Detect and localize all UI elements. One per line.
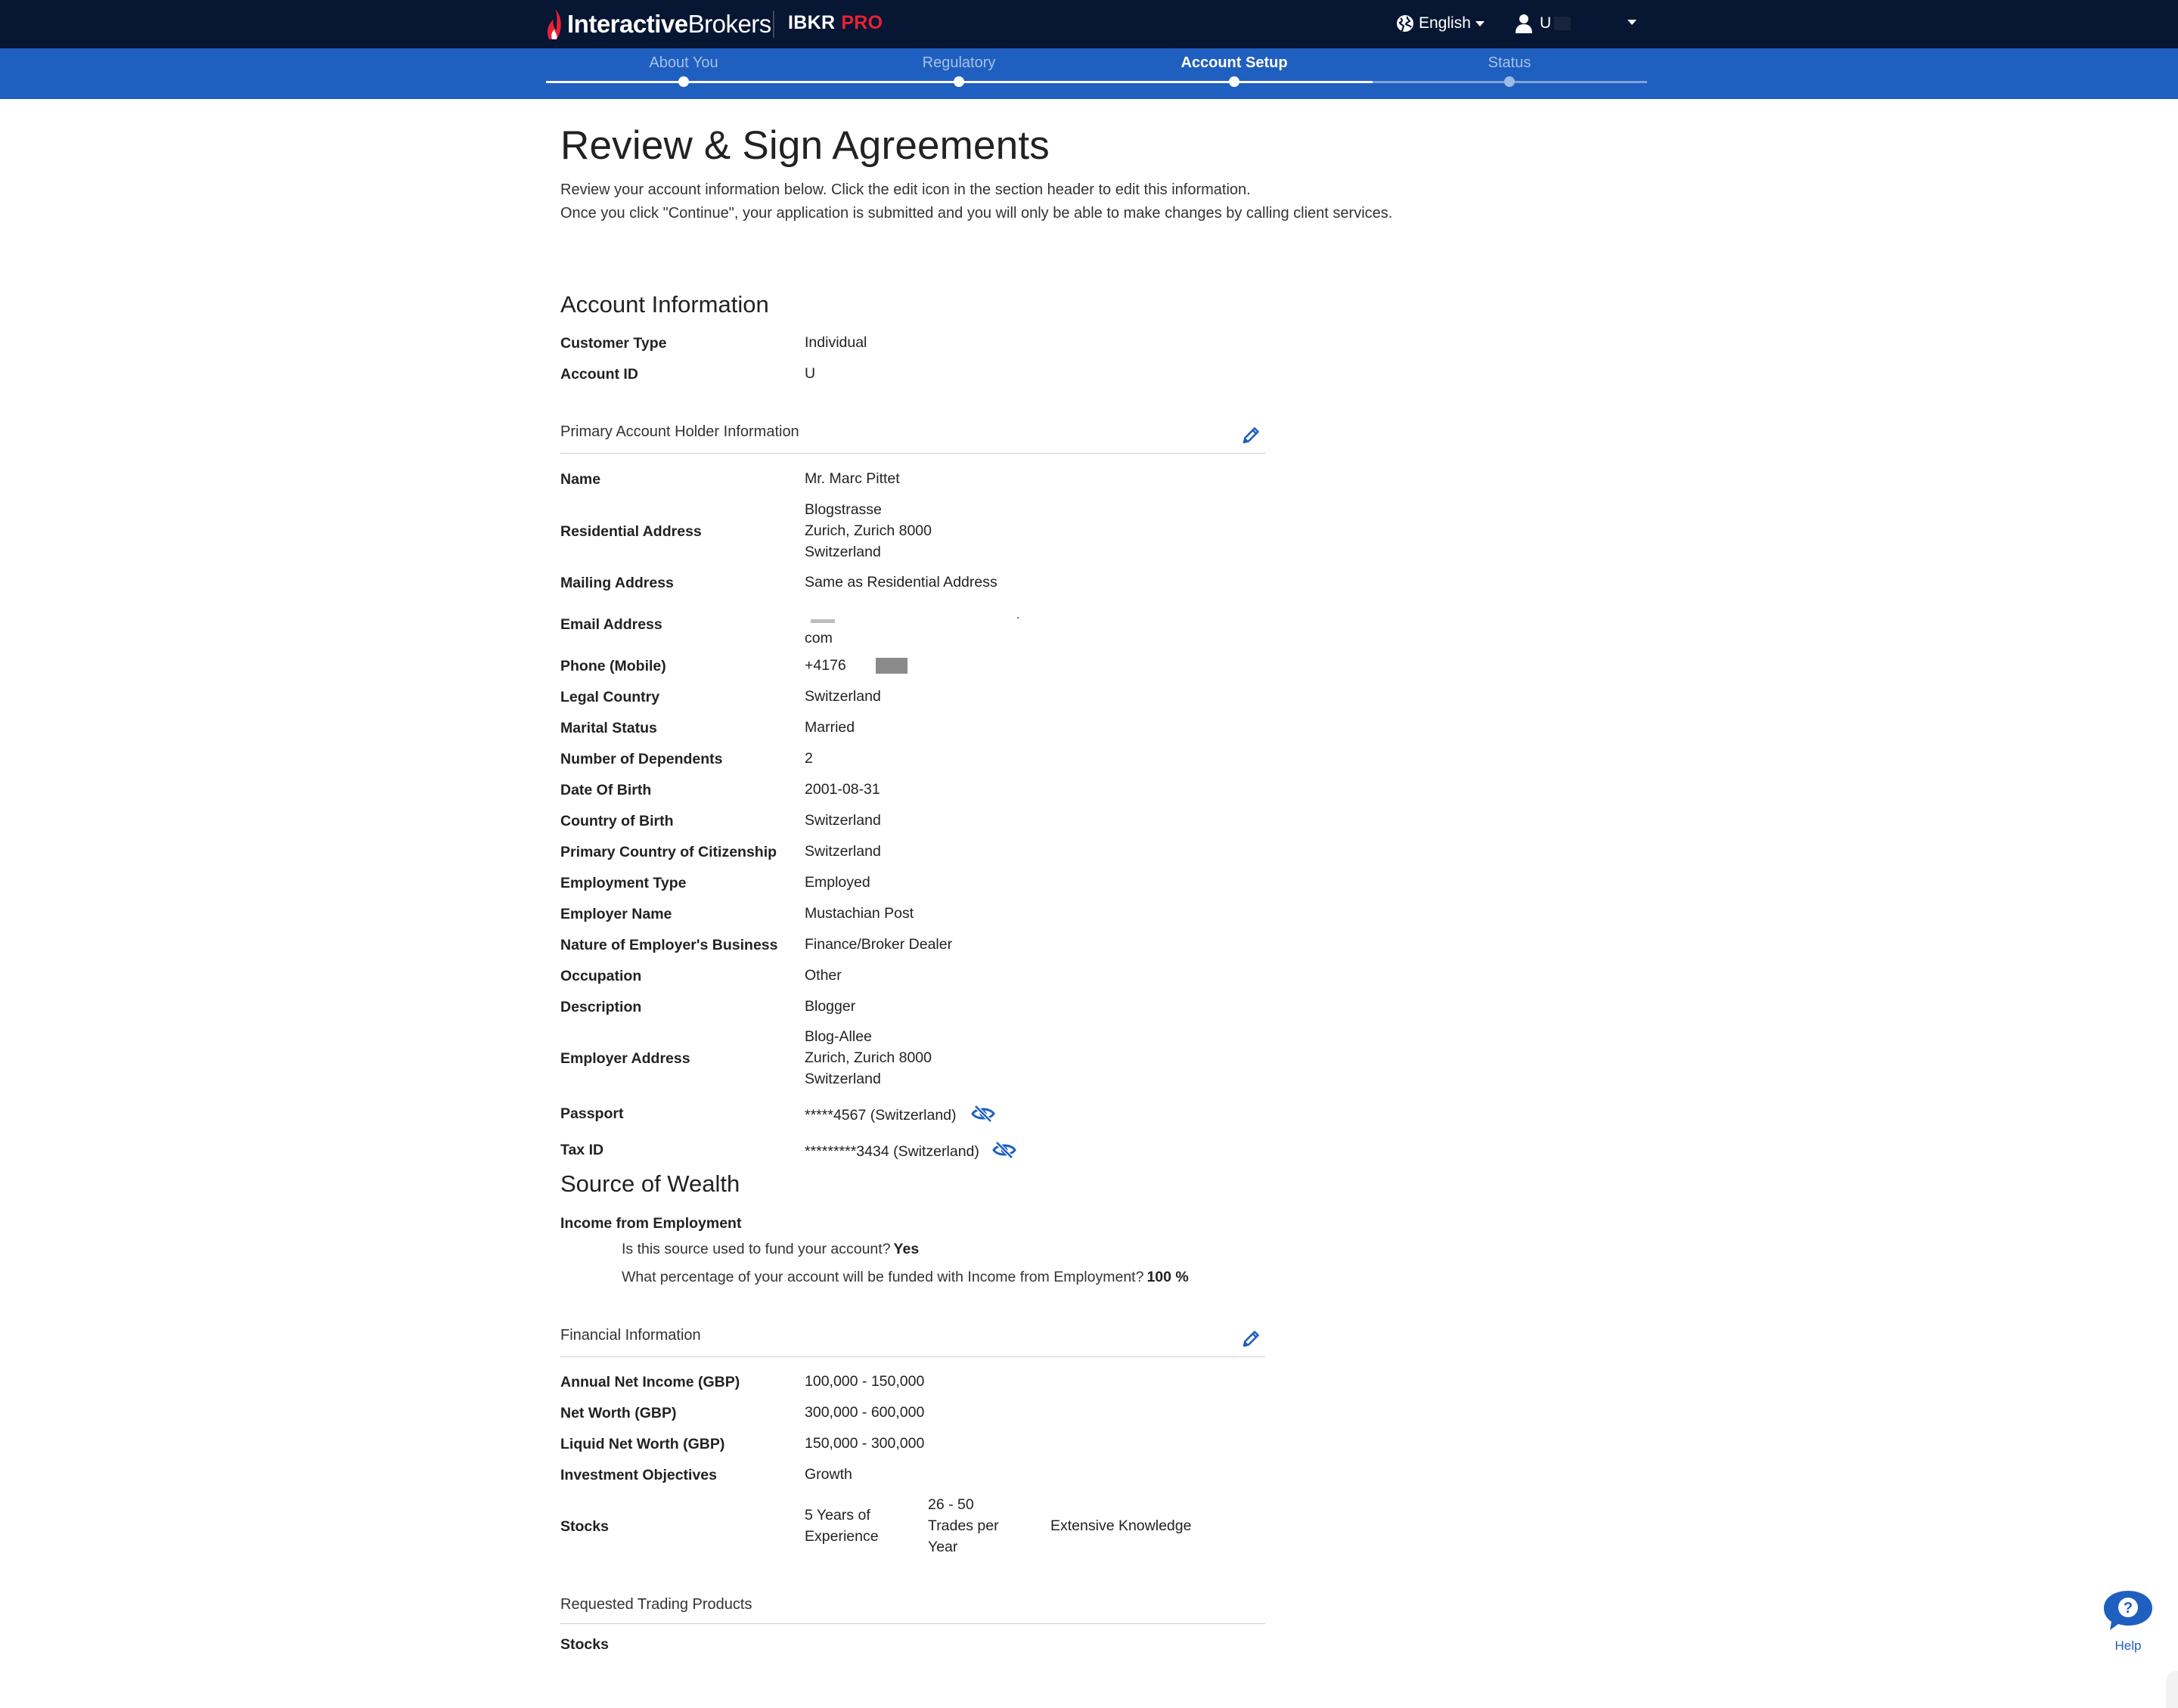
employment-type-value: Employed [805, 874, 870, 891]
mailing-address-value: Same as Residential Address [805, 574, 997, 591]
liquid-net-worth-value: 150,000 - 300,000 [805, 1435, 925, 1452]
flame-logo-icon [546, 9, 563, 39]
customer-type-value: Individual [805, 334, 867, 351]
help-label: Help [2114, 1638, 2142, 1653]
liquid-net-worth-label: Liquid Net Worth (GBP) [560, 1436, 725, 1452]
marital-status-value: Married [805, 719, 855, 736]
customer-type-label: Customer Type [560, 335, 667, 352]
email-address-value [805, 609, 1024, 652]
requested-trading-products-title: Requested Trading Products [560, 1596, 752, 1613]
date-of-birth-value: 2001-08-31 [805, 781, 880, 798]
account-information-title: Account Information [560, 291, 769, 318]
primary-holder-header [560, 423, 1265, 454]
tax-id-label: Tax ID [560, 1142, 604, 1158]
residential-address-value [805, 499, 932, 563]
step-dot-regulatory [954, 76, 964, 87]
country-of-birth-value: Switzerland [805, 812, 881, 829]
email-line-2: com [805, 630, 833, 646]
passport-value: *****4567 (Switzerland) [805, 1107, 957, 1124]
sow-answer-fund: Yes [893, 1241, 920, 1257]
stocks-experience-label: Stocks [560, 1518, 609, 1535]
marital-status-label: Marital Status [560, 720, 657, 736]
account-id-label: Account ID [560, 366, 638, 383]
svg-text:?: ? [2123, 1600, 2133, 1617]
citizenship-label: Primary Country of Citizenship [560, 844, 777, 860]
employer-name-value: Mustachian Post [805, 905, 914, 922]
financial-information-title: Financial Information [560, 1327, 701, 1344]
intro-line-1: Review your account information below. Click the edit icon in the section header to edit this information. [560, 181, 1251, 198]
step-status: Status [1488, 54, 1531, 71]
sow-question-fund-text: Is this source used to fund your account? [622, 1241, 891, 1257]
tax-id-eye-slash-icon[interactable] [992, 1141, 1016, 1159]
dependents-value: 2 [805, 750, 813, 767]
stocks-experience-line-1: 5 Years of [805, 1507, 870, 1524]
email-address-label: Email Address [560, 616, 662, 633]
employer-address-line-1: Blog-Allee [805, 1028, 872, 1045]
employer-address-line-3: Switzerland [805, 1071, 881, 1087]
stocks-trades-line-1: 26 - 50 [928, 1496, 974, 1513]
description-value: Blogger [805, 998, 856, 1015]
page-title: Review & Sign Agreements [560, 123, 1050, 168]
step-about-you[interactable]: About You [649, 54, 718, 71]
name-value: Mr. Marc Pittet [805, 470, 900, 487]
edit-financial-information-pencil-icon[interactable] [1242, 1328, 1261, 1348]
passport-label: Passport [560, 1105, 624, 1122]
step-regulatory[interactable]: Regulatory [922, 54, 996, 71]
sow-question-percentage-text: What percentage of your account will be funded with Income from Employment? [622, 1269, 1144, 1285]
account-id-value: U [805, 365, 816, 382]
sow-answer-percentage: 100 % [1146, 1269, 1189, 1285]
stocks-years-experience [805, 1505, 879, 1547]
annual-net-income-value: 100,000 - 150,000 [805, 1373, 925, 1390]
date-of-birth-label: Date Of Birth [560, 782, 652, 798]
step-dot-about-you [678, 76, 689, 87]
net-worth-label: Net Worth (GBP) [560, 1405, 677, 1421]
employment-type-label: Employment Type [560, 875, 687, 891]
user-menu[interactable] [1516, 11, 1571, 36]
phone-mobile-label: Phone (Mobile) [560, 658, 666, 674]
residential-line-1: Blogstrasse [805, 501, 882, 518]
citizenship-value: Switzerland [805, 843, 881, 860]
phone-number-visible: +4176 [805, 657, 846, 674]
income-from-employment-label: Income from Employment [560, 1215, 742, 1232]
primary-holder-title: Primary Account Holder Information [560, 423, 799, 440]
user-id: U [1540, 14, 1552, 32]
stocks-knowledge: Extensive Knowledge [1050, 1517, 1192, 1534]
source-of-wealth-title: Source of Wealth [560, 1170, 740, 1197]
employer-name-label: Employer Name [560, 906, 672, 922]
email-redaction-bar [811, 619, 835, 623]
tax-id-value: *********3434 (Switzerland) [805, 1143, 979, 1160]
step-dot-status [1504, 76, 1515, 87]
name-label: Name [560, 471, 601, 488]
stocks-experience-line-2: Experience [805, 1528, 879, 1545]
requested-trading-products-header [560, 1596, 1265, 1624]
trading-product-stocks: Stocks [560, 1636, 609, 1653]
sow-question-fund [622, 1241, 919, 1258]
investment-objectives-value: Growth [805, 1466, 852, 1483]
stocks-trades-line-3: Year [928, 1539, 958, 1555]
occupation-value: Other [805, 967, 842, 984]
residential-line-2: Zurich, Zurich 8000 [805, 522, 932, 539]
user-icon [1516, 14, 1532, 33]
legal-country-value: Switzerland [805, 688, 881, 705]
residential-line-3: Switzerland [805, 544, 881, 560]
chevron-down-icon [1475, 21, 1485, 26]
legal-country-label: Legal Country [560, 689, 660, 705]
scrollbar-corner [2166, 1671, 2178, 1708]
intro-line-2: Once you click "Continue", your application is submitted and you will only be able to make changes by calling client services. [560, 205, 1393, 222]
stocks-trades-per-year [928, 1494, 999, 1558]
edit-primary-holder-pencil-icon[interactable] [1242, 425, 1261, 445]
language-label: English [1419, 14, 1471, 32]
description-label: Description [560, 999, 642, 1015]
employer-address-line-2: Zurich, Zurich 8000 [805, 1049, 932, 1066]
logo-wordmark: InteractiveBrokers [567, 10, 771, 38]
user-menu-chevron-down-icon[interactable] [1627, 20, 1637, 25]
top-navbar [0, 0, 2178, 48]
step-account-setup[interactable]: Account Setup [1181, 54, 1288, 71]
annual-net-income-label: Annual Net Income (GBP) [560, 1374, 740, 1390]
globe-icon [1396, 14, 1414, 33]
residential-address-label: Residential Address [560, 523, 702, 540]
interactive-brokers-logo[interactable] [546, 8, 771, 41]
country-of-birth-label: Country of Birth [560, 813, 674, 829]
email-line1-tail: . [1016, 609, 1020, 622]
employer-business-value: Finance/Broker Dealer [805, 936, 953, 953]
net-worth-value: 300,000 - 600,000 [805, 1404, 925, 1421]
occupation-label: Occupation [560, 968, 642, 984]
progress-stepper [0, 48, 2178, 99]
financial-information-header [560, 1327, 1265, 1357]
page-intro [560, 178, 1392, 225]
employer-business-label: Nature of Employer's Business [560, 937, 778, 953]
step-dot-account-setup [1229, 76, 1239, 87]
employer-address-value [805, 1026, 932, 1090]
phone-mobile-value [805, 655, 908, 676]
help-chat-bubble-icon [2101, 1588, 2155, 1633]
logo-divider [773, 11, 774, 38]
language-selector[interactable] [1396, 11, 1485, 36]
phone-redaction-bar [876, 658, 908, 674]
dependents-label: Number of Dependents [560, 751, 723, 767]
product-name: IBKR PRO [788, 12, 883, 33]
help-button[interactable] [2101, 1588, 2155, 1654]
stocks-trades-line-2: Trades per [928, 1517, 999, 1534]
mailing-address-label: Mailing Address [560, 575, 674, 591]
investment-objectives-label: Investment Objectives [560, 1467, 717, 1483]
redacted-user-mask [1554, 17, 1571, 30]
passport-eye-slash-icon[interactable] [971, 1105, 995, 1123]
sow-question-percentage [622, 1269, 1189, 1286]
employer-address-label: Employer Address [560, 1050, 690, 1067]
